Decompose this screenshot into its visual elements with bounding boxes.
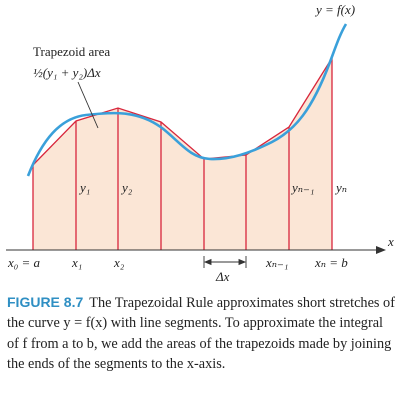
tick-label-xn: xₙ = b [315,255,348,270]
tick-label-x2: x₂ [114,255,125,270]
delta-x-marker [204,256,246,268]
ordinate-label-yn-1: yₙ₋₁ [292,180,315,195]
delta-x-label: Δx [216,269,230,284]
ordinate-label-y2: y₂ [122,180,133,195]
ordinate-label-yn: yₙ [336,180,348,195]
ordinate-label-y1: y₁ [80,180,91,195]
curve-label: y = f(x) [316,2,356,17]
tick-label-x0: x₀ = a [8,255,41,270]
caption-text: The Trapezoidal Rule approximates short stretches of the curve y = f(x) with line segments. To approximate the integral of f from a to b, we add the areas of the trapezoids made by joining the ends of the segments to the x-axis. [7,295,395,373]
tick-label-x1: x₁ [72,255,83,270]
area-formula: ½(y₁ + y₂)Δx [33,65,101,80]
figure-number: FIGURE 8.7 [7,294,84,310]
trapezoid-region [33,58,332,250]
trapezoid-area-label: Trapezoid area [33,44,111,59]
x-axis-arrow [376,246,386,254]
figure-caption [7,292,395,375]
x-axis-label: x [388,234,394,249]
tick-label-xn-1: xₙ₋₁ [266,255,289,270]
